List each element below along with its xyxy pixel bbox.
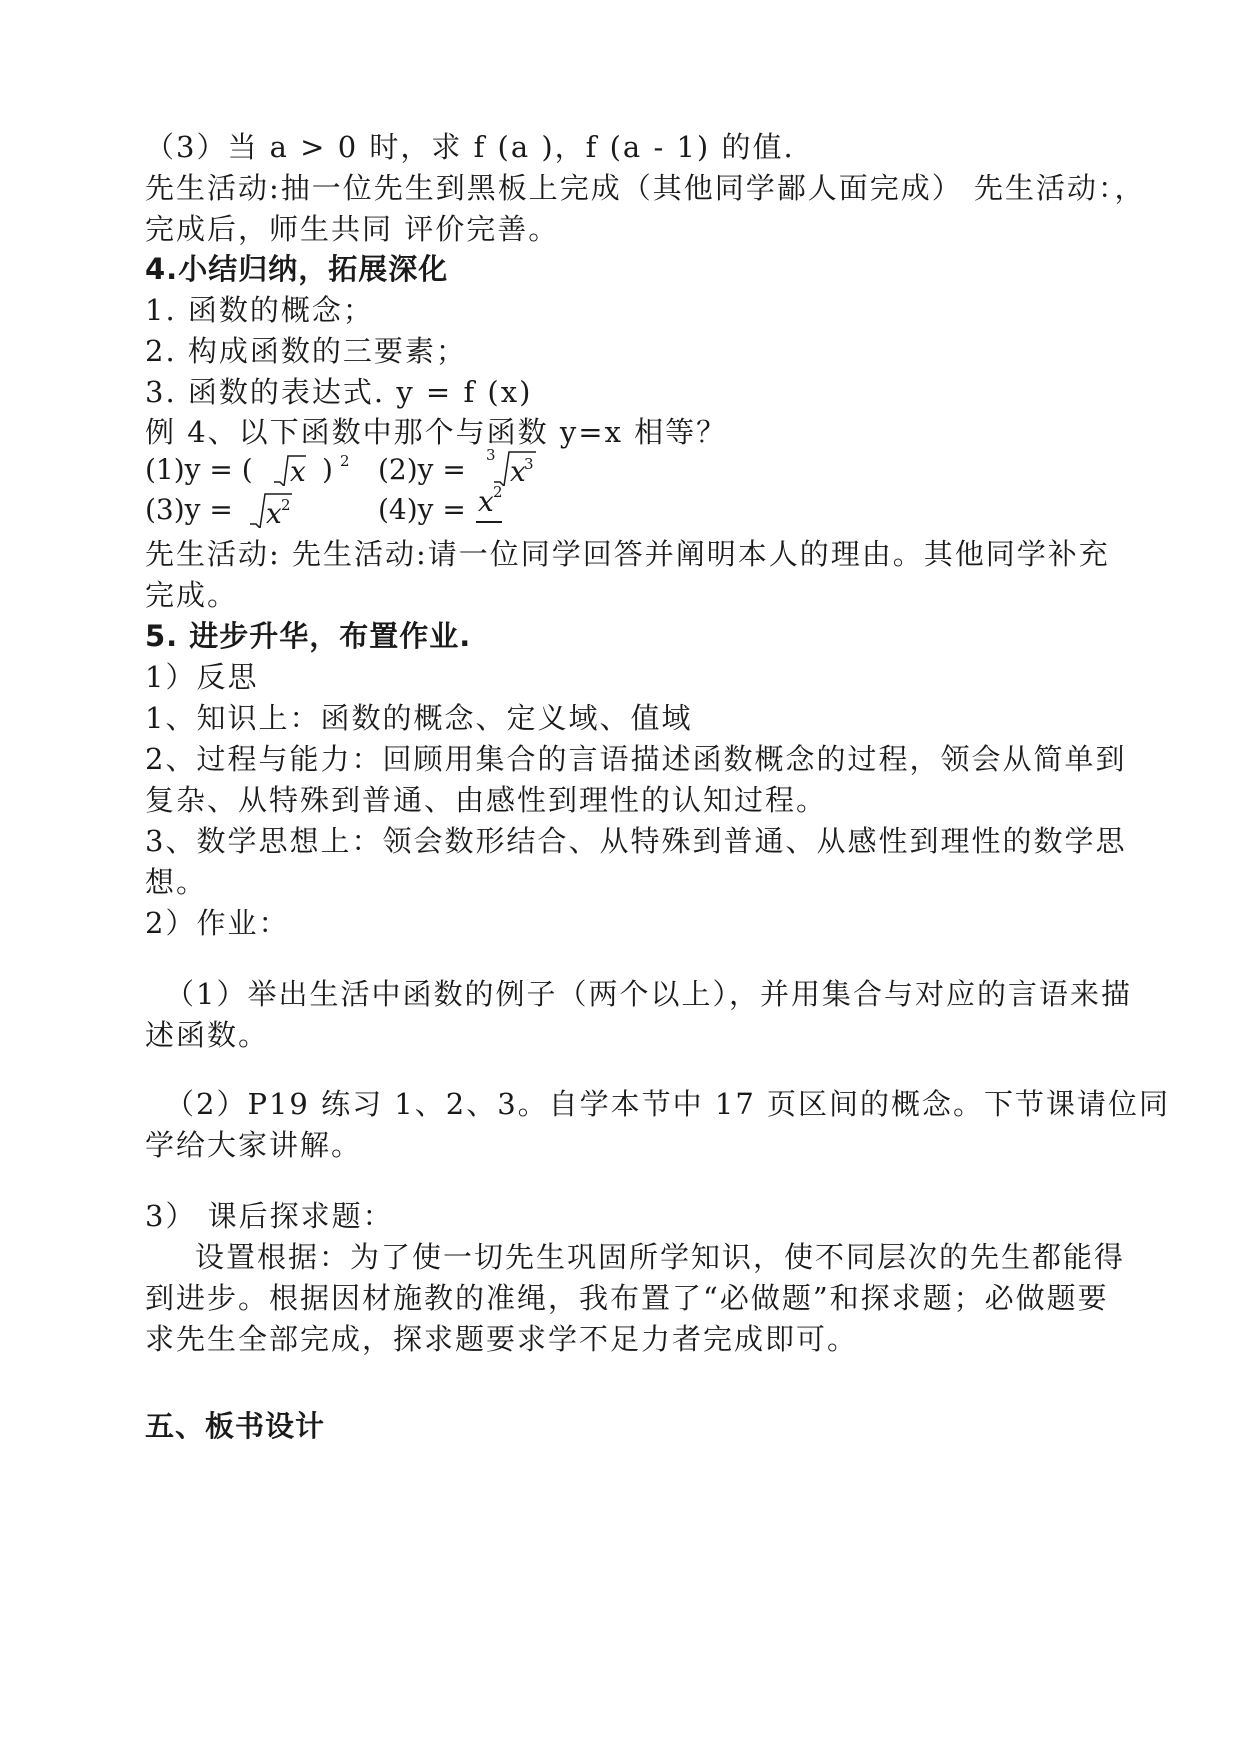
summary-item-1: 1. 函数的概念； — [145, 293, 374, 327]
reflection-item-3-cont: 想。 — [145, 865, 208, 899]
question-part-3: （3）当 a > 0 时，求 f (a )，f (a - 1) 的值. — [145, 130, 795, 164]
student-activity-1: 先生活动:抽一位先生到黑板上完成（其他同学鄙人面完成） 先生活动：， — [145, 171, 1146, 205]
fraction-bar — [476, 521, 502, 523]
section-heading-board-design: 五、板书设计 — [145, 1409, 326, 1443]
student-activity-1-cont: 完成后，师生共同 评价完善。 — [145, 212, 560, 246]
homework-item-2: （2）P19 练习 1、2、3。自学本节中 17 页区间的概念。下节课请位同 — [165, 1087, 1170, 1121]
reflection-item-2: 2、过程与能力：回顾用集合的言语描述函数概念的过程，领会从简单到 — [145, 742, 1127, 776]
exploration-label: 3） 课后探求题： — [145, 1199, 394, 1233]
reflection-label: 1）反思 — [145, 660, 259, 694]
reflection-item-1: 1、知识上：函数的概念、定义域、值域 — [145, 701, 693, 735]
student-activity-2: 先生活动: 先生活动:请一位同学回答并阐明本人的理由。其他同学补充 — [145, 537, 1110, 571]
summary-item-3: 3. 函数的表达式. y = f (x) — [145, 375, 533, 409]
reflection-item-2-cont: 复杂、从特殊到普通、由感性到理性的认知过程。 — [145, 783, 828, 817]
homework-label: 2）作业： — [145, 906, 290, 940]
summary-item-2: 2. 构成函数的三要素； — [145, 334, 467, 368]
homework-item-2-cont: 学给大家讲解。 — [145, 1128, 363, 1162]
section-heading-4: 4.小结归纳，拓展深化 — [145, 252, 449, 286]
rationale-line-3: 求先生全部完成，探求题要求学不足力者完成即可。 — [145, 1322, 859, 1356]
homework-item-1-cont: 述函数。 — [145, 1018, 270, 1052]
rationale-line-2: 到进步。根据因材施教的准绳，我布置了“必做题”和探求题；必做题要 — [145, 1281, 1109, 1315]
student-activity-2-cont: 完成。 — [145, 578, 239, 612]
section-heading-5: 5. 进步升华，布置作业. — [145, 619, 472, 653]
example-4-prompt: 例 4、以下函数中那个与函数 y=x 相等？ — [145, 415, 728, 449]
homework-item-1: （1）举出生活中函数的例子（两个以上），并用集合与对应的言语来描 — [165, 977, 1132, 1011]
rationale-line-1: 设置根据：为了使一切先生巩固所学知识，使不同层次的先生都能得 — [195, 1240, 1126, 1274]
reflection-item-3: 3、数学思想上：领会数形结合、从特殊到普通、从感性到理性的数学思 — [145, 824, 1127, 858]
